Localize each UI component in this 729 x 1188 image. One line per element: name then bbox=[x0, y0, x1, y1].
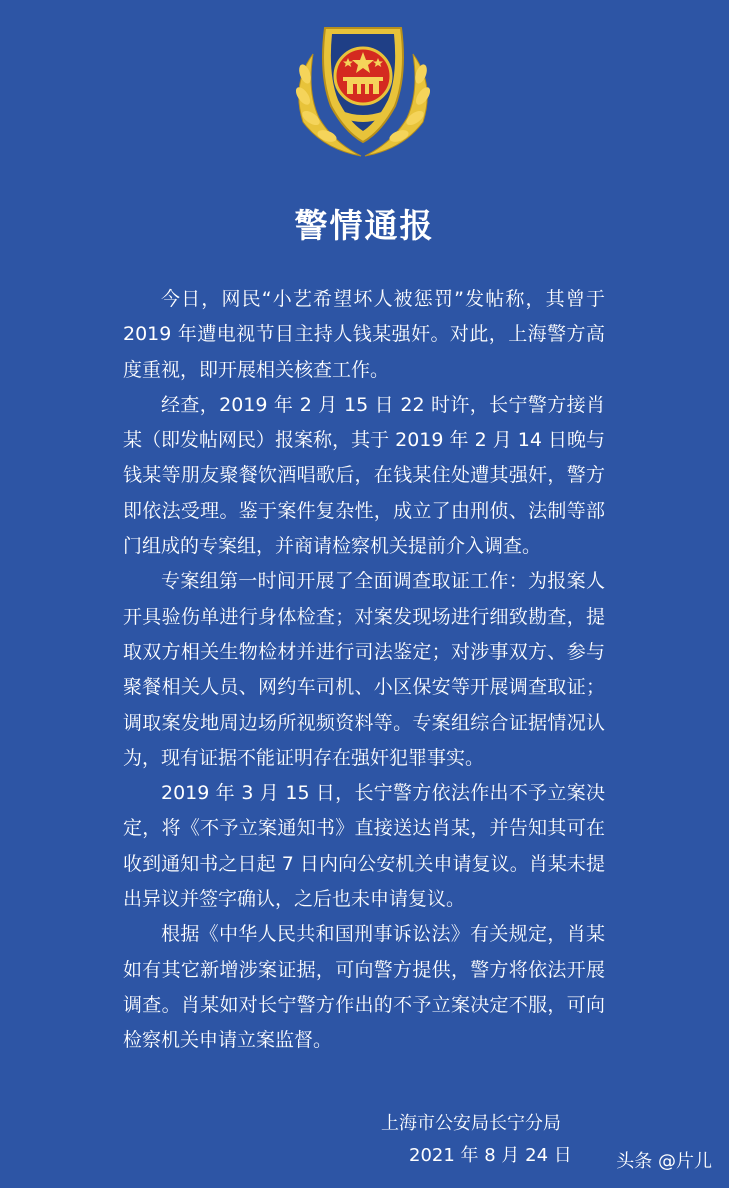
signature-block bbox=[381, 1108, 581, 1172]
notice-body bbox=[123, 282, 605, 1059]
signature-org: 上海市公安局长宁分局 bbox=[381, 1113, 561, 1134]
paragraph: 2019 年 3 月 15 日，长宁警方依法作出不予立案决定，将《不予立案通知书》直接送达肖某，并告知其可在收到通知书之日起 7 日内向公安机关申请复议。肖某未提出异议并签字确认，之后也未申请复议。 bbox=[123, 782, 605, 911]
signature-date: 2021 年 8 月 24 日 bbox=[409, 1145, 572, 1166]
paragraph: 根据《中华人民共和国刑事诉讼法》有关规定，肖某如有其它新增涉案证据，可向警方提供，警方将依法开展调查。肖某如对长宁警方作出的不予立案决定不服，可向检察机关申请立案监督。 bbox=[123, 923, 605, 1052]
police-emblem bbox=[283, 14, 443, 164]
paragraph: 经查，2019 年 2 月 15 日 22 时许，长宁警方接肖某（即发帖网民）报案称，其于 2019 年 2 月 14 日晚与钱某等朋友聚餐饮酒唱歌后，在钱某住处遭其强奸，警方即依法受理。鉴于案件复杂性，成立了由刑侦、法制等部门组成的专案组，并商请检察机关提前介入调查。 bbox=[123, 393, 605, 558]
paragraph: 今日，网民“小艺希望坏人被惩罚”发帖称，其曾于 2019 年遭电视节目主持人钱某强奸。对此，上海警方高度重视，即开展相关核查工作。 bbox=[123, 288, 605, 381]
page-title: 警情通报 bbox=[294, 206, 435, 245]
paragraph: 专案组第一时间开展了全面调查取证工作：为报案人开具验伤单进行身体检查；对案发现场进行细致勘查，提取双方相关生物检材并进行司法鉴定；对涉事双方、参与聚餐相关人员、网约车司机、小区保安等开展调查取证；调取案发地周边场所视频资料等。专案组综合证据情况认为，现有证据不能证明存在强奸犯罪事实。 bbox=[123, 570, 605, 769]
watermark: 头条 @片儿 bbox=[616, 1151, 712, 1172]
